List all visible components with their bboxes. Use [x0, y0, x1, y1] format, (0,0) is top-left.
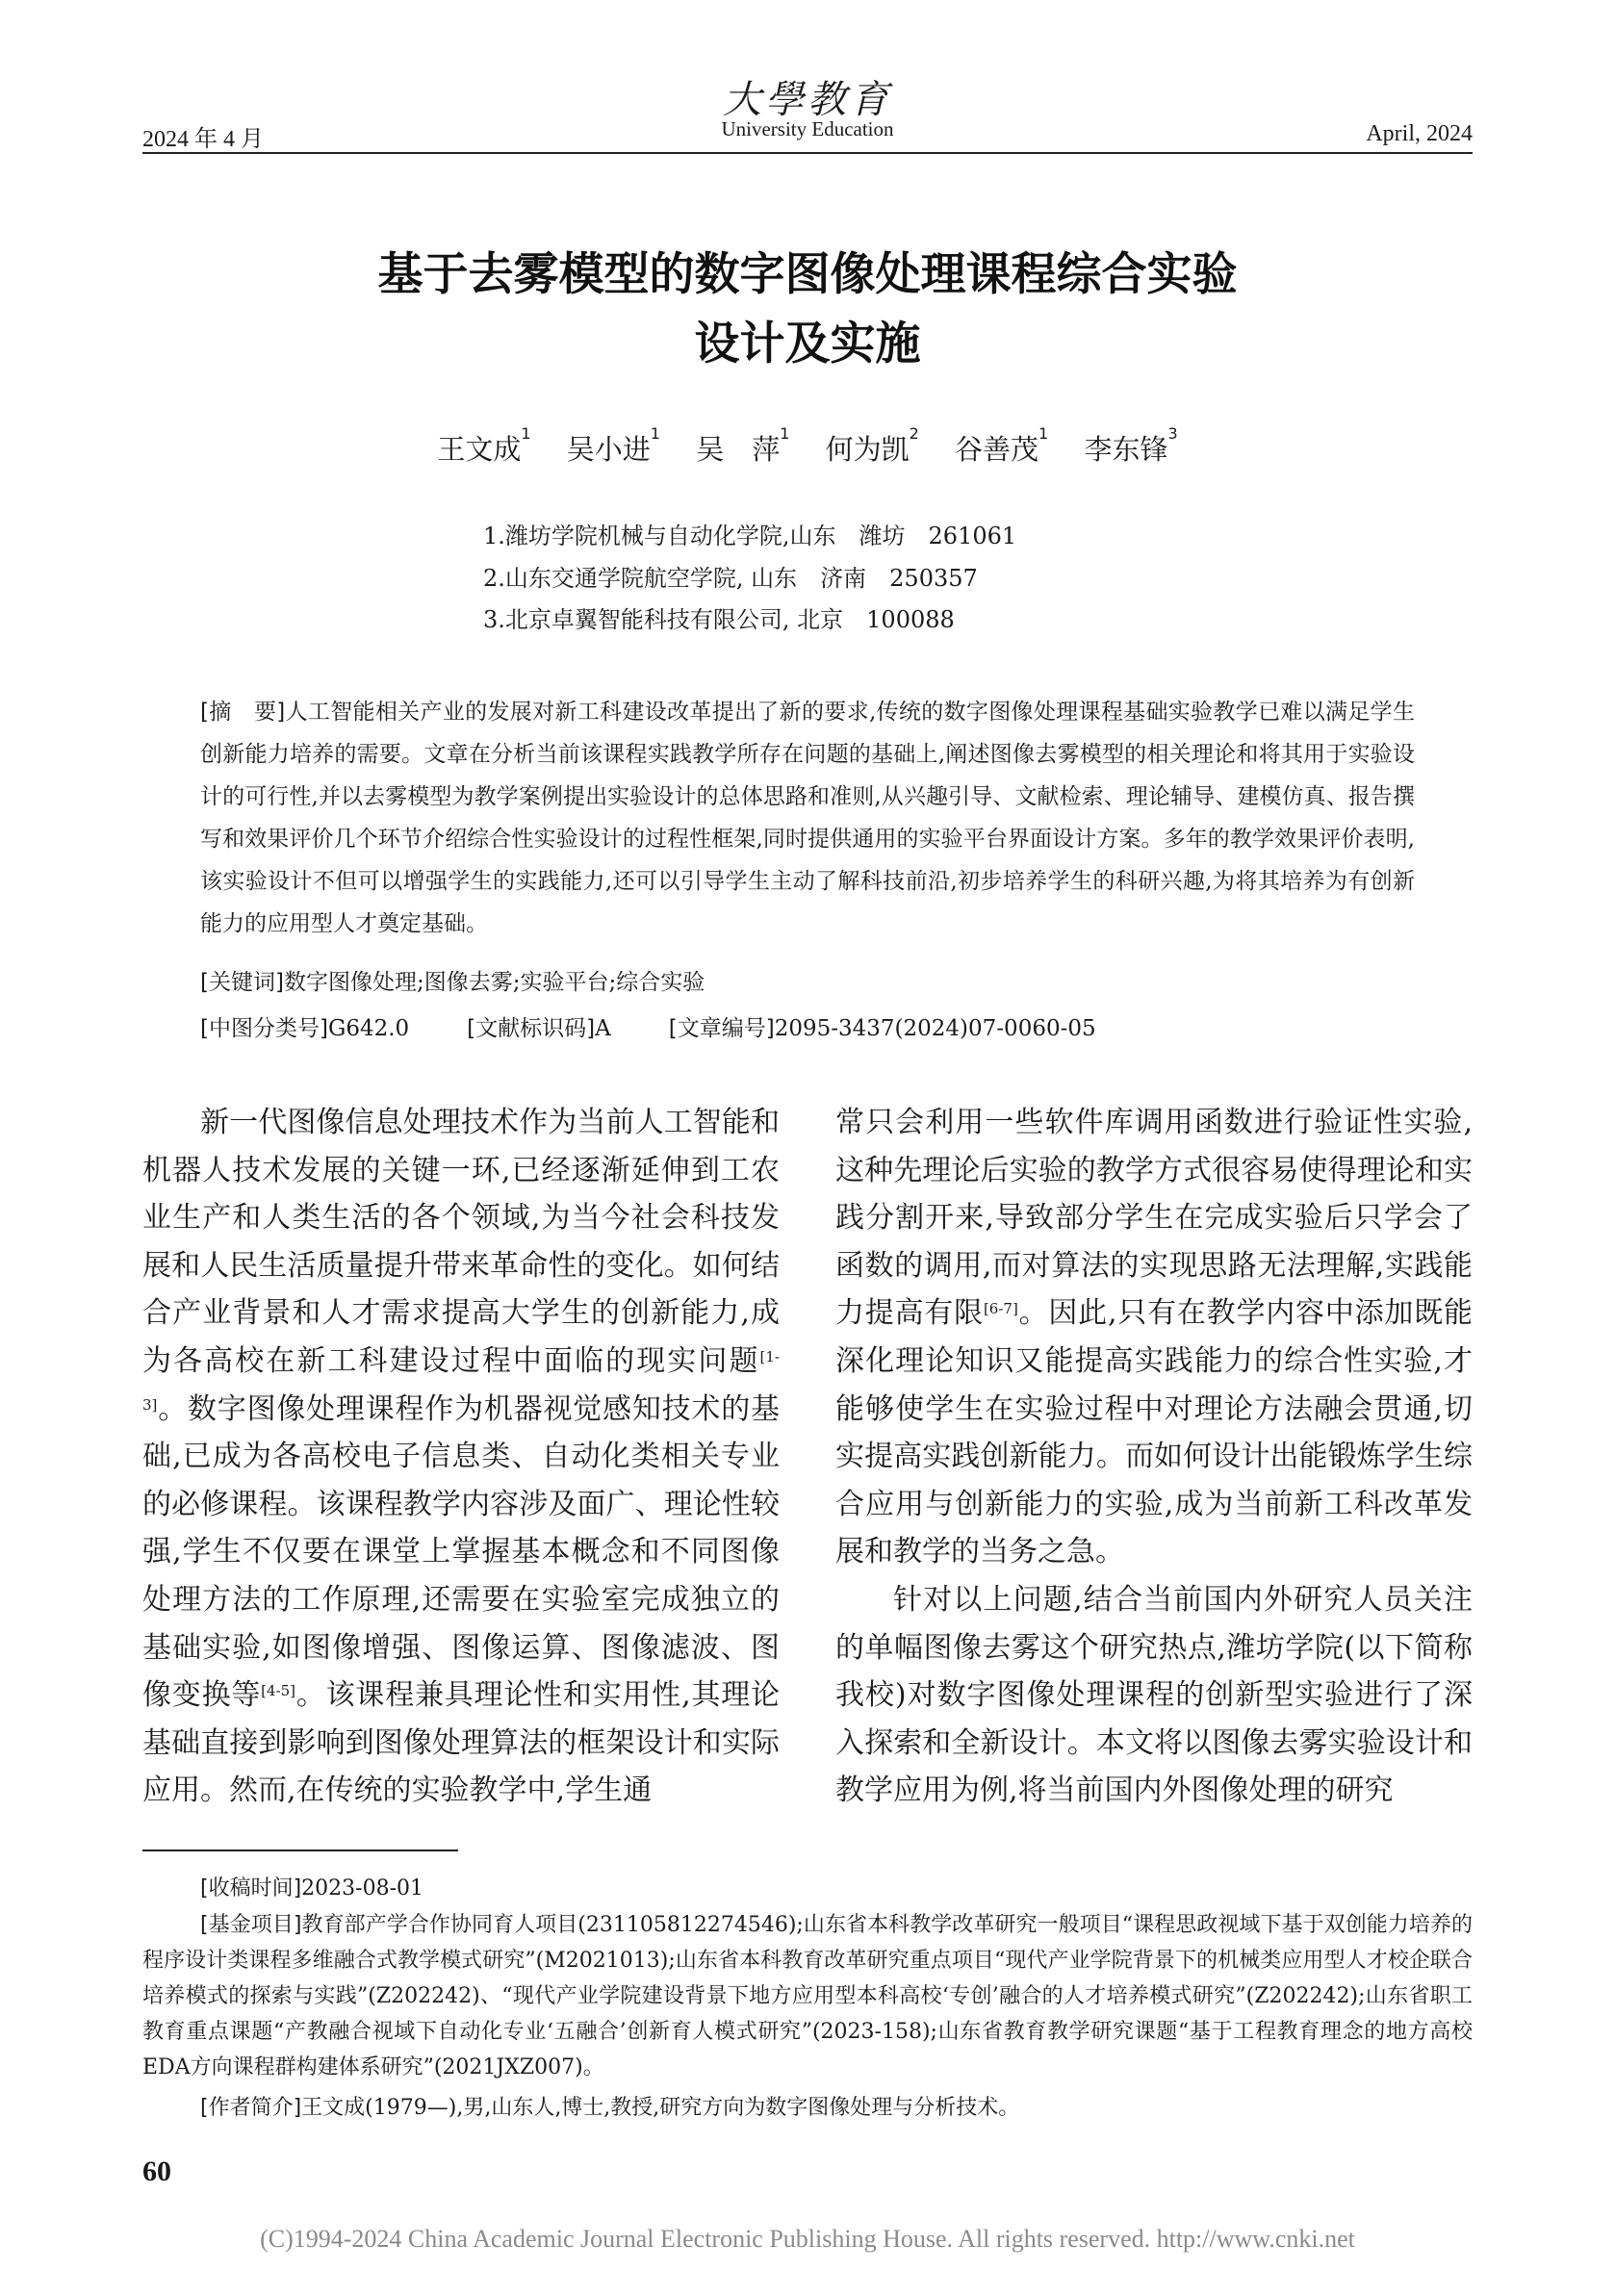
clc-value: G642.0: [327, 1016, 410, 1041]
header-date-cn: 2024 年 4 月: [142, 127, 264, 152]
author: 谷善茂$^1$: [955, 424, 1049, 466]
clc-label: [中图分类号]: [200, 1016, 328, 1041]
author: 李东锋$^3$: [1084, 424, 1178, 466]
doc-code-value: A: [595, 1016, 611, 1041]
body-paragraph: 针对以上问题,结合当前国内外研究人员关注的单幅图像去雾这个研究热点,潍坊学院(以下简称我校)对数字图像处理课程的创新型实验进行了深入探索和全新设计。本文将以图像去雾实验设计和教学应用为例,将当前国内外图像处理的研究: [835, 1582, 1473, 1808]
author: 王文成$^1$: [437, 424, 531, 466]
article-number-label: [文章编号]: [668, 1016, 775, 1041]
footnote-rule: [142, 1850, 458, 1851]
body-paragraph: 新一代图像信息处理技术作为当前人工智能和机器人技术发展的关键一环,已经逐渐延伸到工农业生产和人类生活的各个领域,为当今社会科技发展和人民生活质量提升带来革命性的变化。如何结合产业背景和人才需求提高大学生的创新能力,成为各高校在新工科建设过程中面临的现实问题[1-3]。数字图像处理课程作为机器视觉感知技术的基础,已成为各高校电子信息类、自动化类相关专业的必修课程。该课程教学内容涉及面广、理论性较强,学生不仅要在课堂上掌握基本概念和不同图像处理方法的工作原理,还需要在实验室完成独立的基础实验,如图像增强、图像运算、图像滤波、图像变换等[4-5]。该课程兼具理论性和实用性,其理论基础直接到影响到图像处理算法的框架设计和实际应用。然而,在传统的实验教学中,学生通: [142, 1106, 780, 1808]
header-date-en: April, 2024: [1366, 121, 1473, 146]
doc-code-label: [文献标识码]: [467, 1016, 596, 1041]
citation: [1-3]: [142, 1347, 780, 1414]
author-list: [0, 424, 1615, 468]
affiliation: 2.山东交通学院航空学院, 山东 济南 250357: [483, 565, 978, 592]
body-column-left: [142, 1099, 780, 1815]
citation: [4-5]: [261, 1682, 296, 1700]
footnote-author: [作者简介]王文成(1979—),男,山东人,博士,教授,研究方向为数字图像处理与分析技术。: [200, 2096, 1020, 2120]
page-number: 60: [142, 2156, 171, 2187]
body-paragraph: 常只会利用一些软件库调用函数进行验证性实验,这种先理论后实验的教学方式很容易使得理论和实践分割开来,导致部分学生在完成实验后只学会了函数的调用,而对算法的实现思路无法理解,实践能力提高有限[6-7]。因此,只有在教学内容中添加既能深化理论知识又能提高实践能力的综合性实验,才能够使学生在实验过程中对理论方法融会贯通,切实提高实践创新能力。而如何设计出能锻炼学生综合应用与创新能力的实验,成为当前新工科改革发展和教学的当务之急。: [835, 1106, 1473, 1569]
citation: [6-7]: [983, 1300, 1018, 1318]
footnote-fund: [基金项目]教育部产学合作协同育人项目(231105812274546);山东省本科教学改革研究一般项目“课程思政视域下基于双创能力培养的程序设计类课程多维融合式教学模式研究”(M2021013);山东省本科教育改革研究重点项目“现代产业学院背景下的机械类应用型人才校企联合培养模式的探索与实践”(Z202242)、“现代产业学院建设背景下地方应用型本科高校‘专创’融合的人才培养模式研究”(Z202242);山东省职工教育重点课题“产教融合视域下自动化专业‘五融合’创新育人模式研究”(2023-158);山东省教育教学研究课题“基于工程教育理念的地方高校EDA方向课程群构建体系研究”(2021JXZ007)。: [142, 1913, 1473, 2079]
abstract: [200, 691, 1415, 945]
article-number-value: 2095-3437(2024)07-0060-05: [774, 1016, 1096, 1041]
keywords-label: [关键词]: [200, 970, 284, 995]
body-column-right: [835, 1099, 1473, 1815]
author: 吴 萍$^1$: [696, 424, 790, 466]
journal-logo: 大學教育: [723, 78, 892, 122]
keywords: [200, 964, 705, 996]
copyright-notice: (C)1994-2024 China Academic Journal Electronic Publishing House. All rights reserved. http://www.cnki.net: [260, 2225, 1355, 2253]
abstract-text: 人工智能相关产业的发展对新工科建设改革提出了新的要求,传统的数字图像处理课程基础实验教学已难以满足学生创新能力培养的需要。文章在分析当前该课程实践教学所存在问题的基础上,阐述图像去雾模型的相关理论和将其用于实验设计的可行性,并以去雾模型为教学案例提出实验设计的总体思路和准则,从兴趣引导、文献检索、理论辅导、建模仿真、报告撰写和效果评价几个环节介绍综合性实验设计的过程性框架,同时提供通用的实验平台界面设计方案。多年的教学效果评价表明,该实验设计不但可以增强学生的实践能力,还可以引导学生主动了解科技前沿,初步培养学生的科研兴趣,为将其培养为有创新能力的应用型人才奠定基础。: [200, 700, 1416, 936]
author: 何为凯$^2$: [825, 424, 919, 466]
keywords-text: 数字图像处理;图像去雾;实验平台;综合实验: [283, 970, 705, 995]
footnote-received: [收稿时间]2023-08-01: [200, 1876, 424, 1901]
affiliation: 1.潍坊学院机械与自动化学院,山东 潍坊 261061: [483, 523, 1017, 549]
abstract-label: [摘 要]: [200, 700, 286, 725]
journal-name-en: University Education: [721, 117, 894, 140]
paper-title-line2: 设计及实施: [694, 318, 921, 370]
author: 吴小进$^1$: [566, 424, 660, 466]
affiliation: 3.北京卓翼智能科技有限公司, 北京 100088: [483, 606, 955, 633]
header-rule: [142, 152, 1473, 154]
classification-line: [200, 1010, 1096, 1042]
paper-title-line1: 基于去雾模型的数字图像处理课程综合实验: [377, 248, 1238, 301]
